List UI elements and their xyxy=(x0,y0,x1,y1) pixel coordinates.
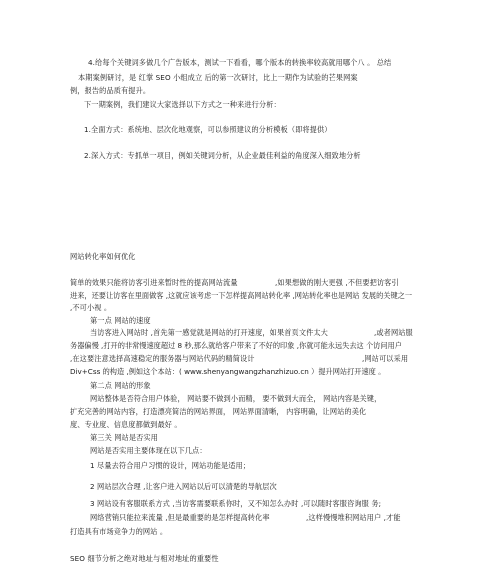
section-heading: 网站转化率如何优化 xyxy=(70,252,136,261)
text-line: 下一期案例，我们建议大家选择以下方式之一种来进行分析： xyxy=(84,100,281,109)
text-line: 扩充完善的网站内容，打造漂亮简洁的网站界面， 网站界面清晰， 内容明确，让网站的美化 xyxy=(70,407,367,416)
text-line: ,如果想做的刚大更强 ,不但要把访客引 xyxy=(275,278,399,287)
text-line: 进来，还要让访客在里面做客 ,这就应该考虑一下怎样提高网站转化率 ,网站转化率也是网站 发展的关键之一 xyxy=(70,291,413,300)
list-item: 3 网站设有客服联系方式 ,当访客需要联系你时，又不知怎么办时 ,可以随时客服咨询服 务; xyxy=(90,499,382,508)
text-line: 1.全面方式：系统地、层次化地观察，可以参照建议的分析模板（即将提供） xyxy=(84,125,332,134)
text-line: 度、专业度、信息度都做到最好 。 xyxy=(70,420,182,429)
section-heading: SEO 细节分析之绝对地址与相对地址的重要性 xyxy=(70,554,219,563)
text-line: 网站整体是否符合用户体验， 网站要不做到小而精， 要不做到大而全， 网站内容是关键， xyxy=(90,394,382,403)
text-line: 务器偏慢 ,打开的非常慢速度超过 8 秒,那么就给客户带来了不好的印象 ,你就可能永远失去这 个访问用户 xyxy=(70,341,402,350)
text-line: 2.深入方式：专抓单一项目，例如关键词分析，从企业最佳利益的角度深入细致地分析 xyxy=(84,151,361,160)
text-line: ,不可小视 。 xyxy=(70,303,112,312)
text-line: 网站是否实用主要体现在以下几点： xyxy=(90,446,207,455)
subheading: 第一点 网站的速度 xyxy=(90,316,151,325)
text-line: 本期案例研讨，是 红掌 SEO 小组成立 后的第一次研讨，比上一期作为试验的芒果网案 xyxy=(78,73,358,82)
text-line: ,或者网站服 xyxy=(374,328,413,337)
text-line: 网络营销只能拉来流量 ,但是最重要的是怎样提高转化率 xyxy=(90,513,270,522)
list-item: 1 尽量去符合用户习惯的设计，网站功能是适用； xyxy=(90,461,251,470)
subheading: 第三关 网站是否实用 xyxy=(90,433,158,442)
text-line: ,网站可以采用 xyxy=(362,354,409,363)
text-line: 4.给每个关键词多做几个广告版本，测试一下看看，哪个版本的转换率较高就用哪个八 。 总结 xyxy=(88,58,392,67)
text-line: 当访客进入网站时 ,首先第一感觉就是网站的打开速度，如果首页文件太大 xyxy=(90,328,328,337)
text-line: 简单的效果只能将访客引进来暂时性的提高网站流量 xyxy=(70,278,238,287)
list-item: 2 网站层次合理 ,让客户进入网站以后可以清楚的导航层次 xyxy=(90,482,277,491)
text-line: ,在这要注意选择高速稳定的服务器与网站代码的精简设计 xyxy=(70,354,255,363)
text-line: 打造具有市场竞争力的网站 。 xyxy=(70,527,168,536)
text-line: Div+Css 的构造 ,例如这个本站：( www.shenyangwangzhanzhizuo.cn ）提升网站打开速度 。 xyxy=(70,367,386,376)
text-line: 例，报告的品质有提升。 xyxy=(70,86,151,95)
subheading: 第二点 网站的形象 xyxy=(90,381,151,390)
text-line: ,这样慢慢堆积网站用户 ,才能 xyxy=(306,513,401,522)
